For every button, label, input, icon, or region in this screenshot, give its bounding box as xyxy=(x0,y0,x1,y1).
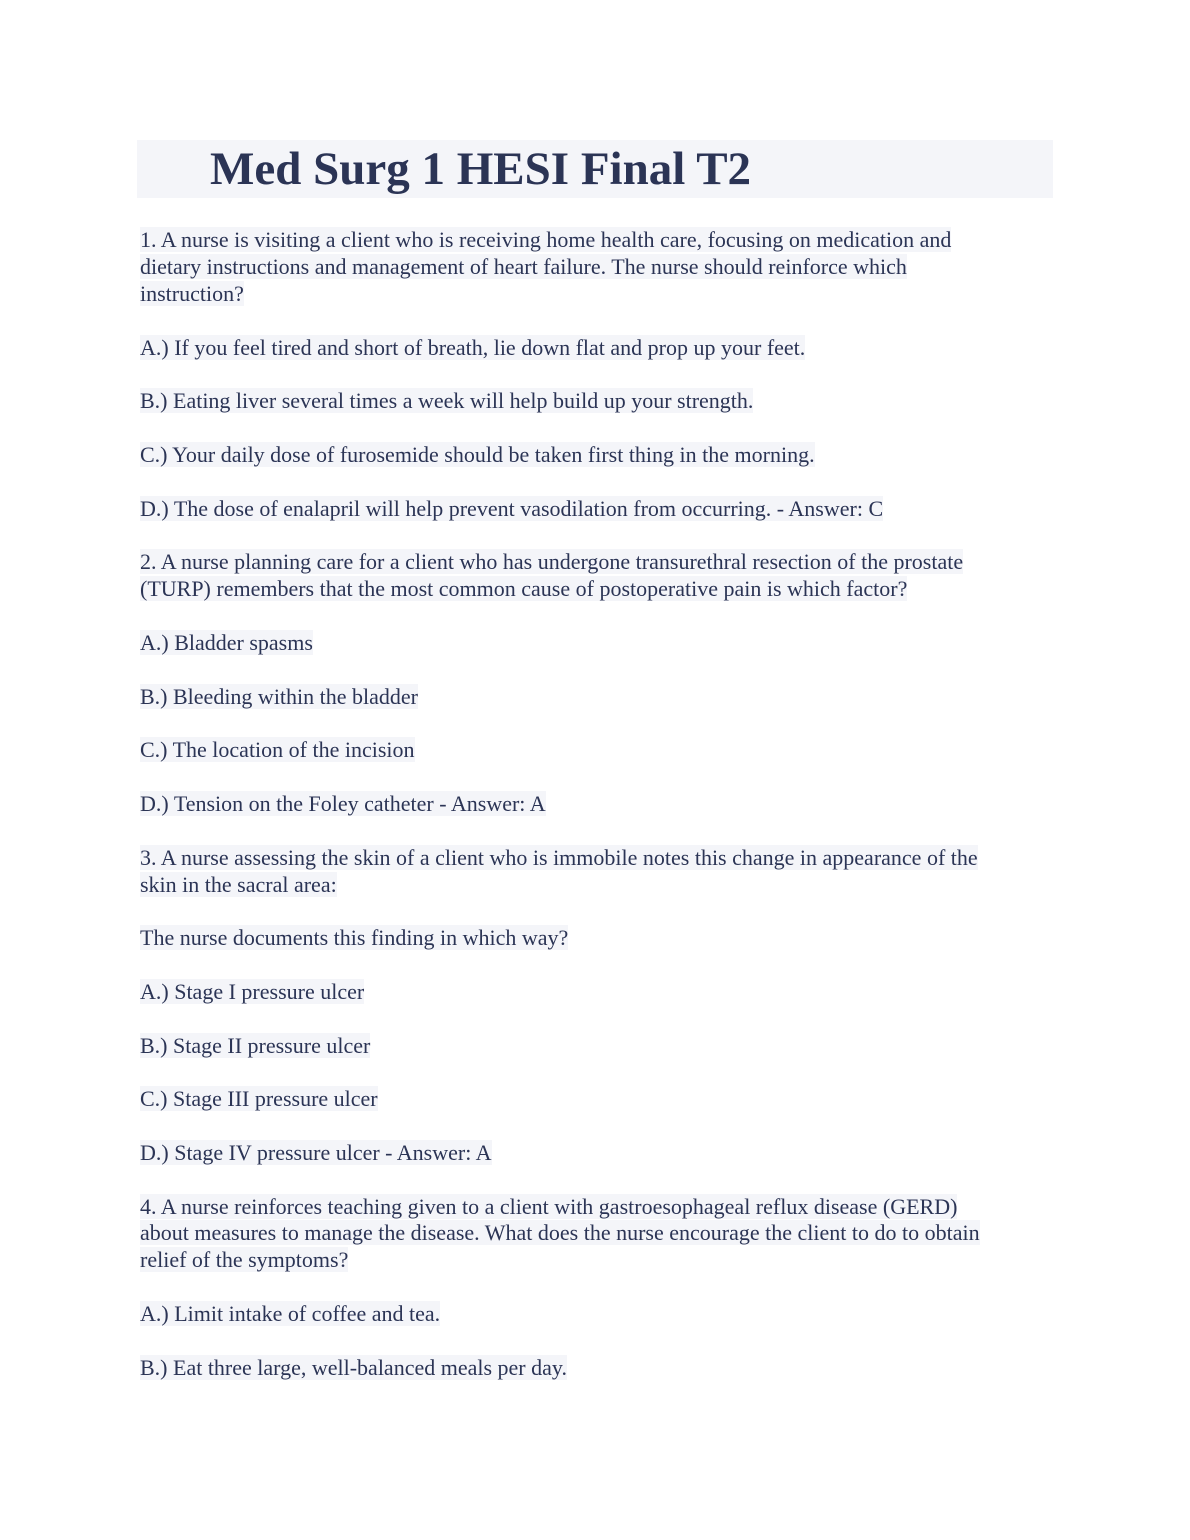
question-1-stem-line-1: 1. A nurse is visiting a client who is receiving home health care, focusing on medication and xyxy=(140,227,952,252)
question-1-option-b: B.) Eating liver several times a week will help build up your strength. xyxy=(140,388,754,413)
question-1-option-d-answer: D.) The dose of enalapril will help prevent vasodilation from occurring. - Answer: C xyxy=(140,496,884,521)
question-2-option-a: A.) Bladder spasms xyxy=(140,630,313,655)
question-2-option-d-answer: D.) Tension on the Foley catheter - Answer: A xyxy=(140,791,546,816)
question-3-option-c: C.) Stage III pressure ulcer xyxy=(140,1086,378,1111)
question-2-stem-line-1: 2. A nurse planning care for a client who has undergone transurethral resection of the prostate xyxy=(140,549,964,574)
question-1-stem-line-3: instruction? xyxy=(140,281,244,306)
question-3-option-a: A.) Stage I pressure ulcer xyxy=(140,979,365,1004)
question-4-stem-line-1: 4. A nurse reinforces teaching given to a client with gastroesophageal reflux disease (GERD) xyxy=(140,1194,958,1219)
question-1-stem-line-2: dietary instructions and management of heart failure. The nurse should reinforce which xyxy=(140,254,907,279)
question-4-option-a: A.) Limit intake of coffee and tea. xyxy=(140,1301,441,1326)
question-3-stem-line-1: 3. A nurse assessing the skin of a client who is immobile notes this change in appearance of the xyxy=(140,845,978,870)
title-banner xyxy=(137,140,1053,198)
question-1-option-c: C.) Your daily dose of furosemide should be taken first thing in the morning. xyxy=(140,442,815,467)
question-1-option-a: A.) If you feel tired and short of breath, lie down flat and prop up your feet. xyxy=(140,335,806,360)
question-3-followup: The nurse documents this finding in which way? xyxy=(140,925,569,950)
question-3-option-d-answer: D.) Stage IV pressure ulcer - Answer: A xyxy=(140,1140,492,1165)
question-3-stem-line-2: skin in the sacral area: xyxy=(140,872,337,897)
question-2-stem-line-2: (TURP) remembers that the most common cause of postoperative pain is which factor? xyxy=(140,576,908,601)
question-4-stem-line-2: about measures to manage the disease. What does the nurse encourage the client to do to obtain xyxy=(140,1220,980,1245)
page-title: Med Surg 1 HESI Final T2 xyxy=(210,143,752,195)
question-4-option-b: B.) Eat three large, well-balanced meals per day. xyxy=(140,1355,567,1380)
question-4-stem-line-3: relief of the symptoms? xyxy=(140,1247,349,1272)
question-2-option-c: C.) The location of the incision xyxy=(140,737,415,762)
question-3-option-b: B.) Stage II pressure ulcer xyxy=(140,1033,371,1058)
question-2-option-b: B.) Bleeding within the bladder xyxy=(140,684,418,709)
